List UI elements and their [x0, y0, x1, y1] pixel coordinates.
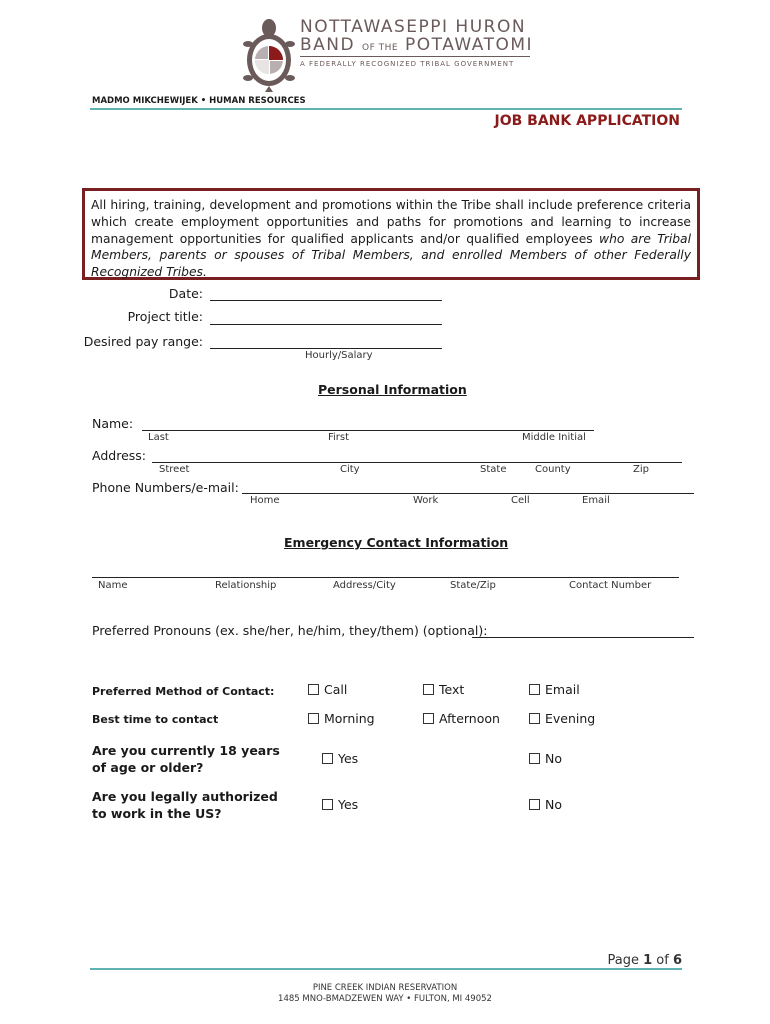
name-sub-middle: Middle Initial	[522, 432, 586, 443]
emergency-contact-heading: Emergency Contact Information	[284, 535, 509, 550]
phone-sub-cell: Cell	[511, 495, 530, 506]
page-current: 1	[643, 953, 653, 968]
contact-text-label: Text	[439, 682, 465, 697]
phone-email-field[interactable]	[242, 493, 694, 494]
emergency-col-name: Name	[98, 580, 128, 591]
page-word: Page	[607, 953, 639, 968]
contact-call-checkbox[interactable]	[308, 682, 347, 697]
address-label: Address:	[92, 448, 146, 463]
work-auth-yes-checkbox[interactable]	[322, 797, 358, 812]
age-no-checkbox[interactable]	[529, 751, 562, 766]
age-yes-label: Yes	[338, 751, 359, 766]
address-sub-street: Street	[159, 464, 190, 475]
phone-sub-email: Email	[582, 495, 610, 506]
department-label: MADMO MIKCHEWIJEK • HUMAN RESOURCES	[92, 96, 306, 106]
tribal-logo-emblem	[240, 16, 298, 92]
age-no-label: No	[545, 751, 562, 766]
phone-sub-home: Home	[250, 495, 280, 506]
address-sub-county: County	[535, 464, 571, 475]
project-title-field[interactable]	[210, 324, 442, 325]
document-title: JOB BANK APPLICATION	[494, 113, 680, 129]
page-number	[560, 953, 682, 968]
best-time-label: Best time to contact	[92, 713, 219, 726]
emergency-col-state-zip: State/Zip	[450, 580, 496, 591]
org-rule	[300, 56, 530, 57]
address-sub-city: City	[340, 464, 360, 475]
notice-normal-text: All hiring, training, development and promotions within the Tribe shall include preference criteria which create employment opportunities and paths for promotions and learning to increase management opportunities for qualified applicants and/or qualified employees	[91, 198, 691, 246]
org-name-line2	[300, 35, 533, 55]
age-question-line1: Are you currently 18 years	[92, 743, 280, 758]
age-question	[92, 743, 280, 776]
checkbox-box-icon	[308, 684, 319, 695]
checkbox-box-icon	[423, 713, 434, 724]
name-label: Name:	[92, 416, 134, 431]
org-name-band: BAND	[300, 35, 356, 55]
address-field[interactable]	[152, 462, 682, 463]
work-auth-question-line2: to work in the US?	[92, 805, 222, 821]
emergency-col-address: Address/City	[333, 580, 396, 591]
date-label: Date:	[168, 286, 203, 301]
date-field[interactable]	[210, 300, 442, 301]
emergency-contact-field[interactable]	[92, 577, 679, 578]
checkbox-box-icon	[322, 799, 333, 810]
checkbox-box-icon	[308, 713, 319, 724]
checkbox-box-icon	[529, 753, 540, 764]
address-sub-state: State	[480, 464, 507, 475]
age-yes-checkbox[interactable]	[322, 751, 358, 766]
org-name-line1: NOTTAWASEPPI HURON	[300, 17, 527, 37]
checkbox-box-icon	[529, 799, 540, 810]
org-name-of-the: OF THE	[362, 43, 399, 53]
contact-call-label: Call	[324, 682, 348, 697]
name-field[interactable]	[142, 430, 594, 431]
pay-hint: Hourly/Salary	[305, 350, 373, 361]
desired-pay-field[interactable]	[210, 348, 442, 349]
contact-email-checkbox[interactable]	[529, 682, 580, 697]
contact-email-label: Email	[545, 682, 580, 697]
time-morning-label: Morning	[324, 711, 375, 726]
project-title-label: Project title:	[127, 309, 203, 324]
name-sub-last: Last	[148, 432, 169, 443]
emergency-col-contact-number: Contact Number	[569, 580, 652, 591]
checkbox-box-icon	[423, 684, 434, 695]
emergency-col-relationship: Relationship	[215, 580, 277, 591]
page-of-word: of	[656, 953, 669, 968]
work-auth-no-checkbox[interactable]	[529, 797, 562, 812]
checkbox-box-icon	[529, 713, 540, 724]
name-sub-first: First	[328, 432, 350, 443]
work-auth-question	[92, 789, 278, 822]
checkbox-box-icon	[322, 753, 333, 764]
work-auth-question-line1: Are you legally authorized	[92, 789, 278, 804]
footer-address-line2: 1485 MNO-BMADZEWEN WAY • FULTON, MI 49052	[278, 994, 492, 1004]
personal-info-heading: Personal Information	[318, 382, 467, 397]
time-evening-checkbox[interactable]	[529, 711, 595, 726]
desired-pay-label: Desired pay range:	[83, 334, 203, 349]
org-name-potawatomi: POTAWATOMI	[405, 35, 534, 55]
preference-notice-box	[82, 188, 700, 280]
time-afternoon-checkbox[interactable]	[423, 711, 500, 726]
footer-address-line1: PINE CREEK INDIAN RESERVATION	[312, 983, 458, 993]
notice-italic-text: who are Tribal Members, parents or spouses of Tribal Members, and enrolled Members of other Federally Recognized Tribes.	[91, 231, 691, 280]
pronouns-field[interactable]	[472, 637, 694, 638]
time-morning-checkbox[interactable]	[308, 711, 375, 726]
age-question-line2: of age or older?	[92, 759, 204, 775]
header-divider	[90, 108, 682, 110]
work-auth-no-label: No	[545, 797, 562, 812]
phone-email-label: Phone Numbers/e-mail:	[92, 480, 239, 495]
address-sub-zip: Zip	[633, 464, 649, 475]
phone-sub-work: Work	[413, 495, 439, 506]
checkbox-box-icon	[529, 684, 540, 695]
contact-text-checkbox[interactable]	[423, 682, 464, 697]
time-evening-label: Evening	[545, 711, 596, 726]
footer-divider	[90, 968, 682, 970]
work-auth-yes-label: Yes	[338, 797, 359, 812]
org-tagline: A FEDERALLY RECOGNIZED TRIBAL GOVERNMENT	[300, 60, 515, 68]
time-afternoon-label: Afternoon	[439, 711, 500, 726]
page-total: 6	[672, 953, 682, 968]
pronouns-label: Preferred Pronouns (ex. she/her, he/him, they/them) (optional):	[92, 623, 488, 638]
contact-method-label: Preferred Method of Contact:	[92, 685, 275, 698]
preference-notice-text	[91, 197, 691, 281]
